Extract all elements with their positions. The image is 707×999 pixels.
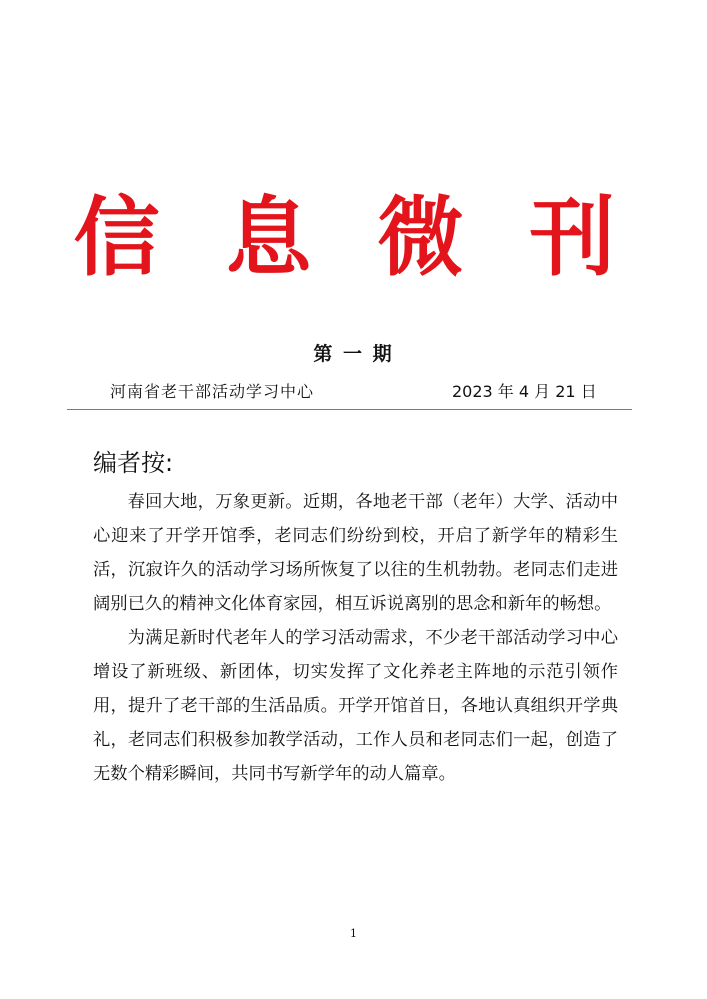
- masthead-title: 信 息 微 刊: [73, 187, 634, 288]
- editor-note-paragraph: 春回大地，万象更新。近期，各地老干部（老年）大学、活动中心迎来了开学开馆季，老同志们纷纷到校，开启了新学年的精彩生活，沉寂许久的活动学习场所恢复了以往的生机勃勃。老同志们走进阔别已久的精神文化体育家园，相互诉说离别的思念和新年的畅想。: [93, 492, 618, 614]
- editor-note-body: [93, 485, 618, 791]
- editor-note-paragraph: 为满足新时代老年人的学习活动需求，不少老干部活动学习中心增设了新班级、新团体，切实发挥了文化养老主阵地的示范引领作用，提升了老干部的生活品质。开学开馆首日，各地认真组织开学典礼，老同志们积极参加教学活动，工作人员和老同志们一起，创造了无数个精彩瞬间，共同书写新学年的动人篇章。: [93, 628, 618, 784]
- issue-number: 第 一 期: [313, 343, 394, 365]
- organization-name: 河南省老干部活动学习中心: [110, 382, 315, 401]
- editor-note-title: 编者按:: [93, 449, 174, 477]
- publication-date: 2023 年 4 月 21 日: [452, 382, 597, 401]
- header-divider: [67, 409, 632, 410]
- page-number: 1: [350, 927, 357, 940]
